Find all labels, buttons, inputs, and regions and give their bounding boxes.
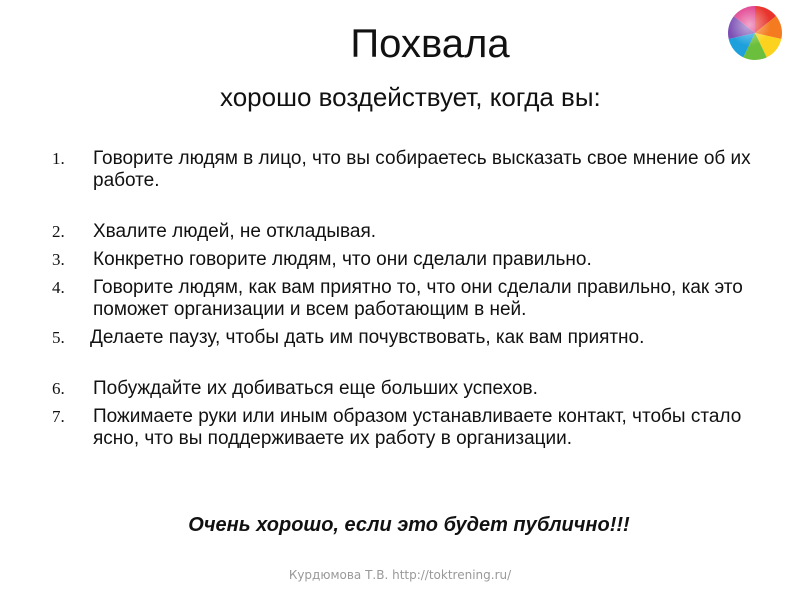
slide-subtitle: хорошо воздействует, когда вы: [220, 82, 601, 112]
list-item-number: 4. [52, 278, 65, 297]
list-item [52, 221, 752, 243]
list-item-text: Конкретно говорите людям, что они сделали правильно. [93, 249, 592, 270]
list-item [52, 148, 752, 192]
list-item-number: 2. [52, 222, 65, 241]
list-item-number: 6. [52, 379, 65, 398]
list-item-text: Пожимаете руки или иным образом устанавливаете контакт, чтобы стало ясно, что вы поддерживаете их работу в организации. [93, 406, 742, 449]
list-item-number: 5. [52, 328, 65, 347]
list-item-text: Побуждайте их добиваться еще больших успехов. [93, 378, 538, 399]
list-item [52, 327, 752, 349]
list-item-number: 7. [52, 407, 65, 426]
list-item-text: Хвалите людей, не откладывая. [93, 221, 377, 242]
list-item [52, 378, 752, 400]
list-item [52, 277, 752, 321]
list-item [52, 406, 752, 450]
praise-list [52, 148, 752, 450]
slide-footer: Курдюмова Т.В. http://toktrening.ru/ [288, 568, 512, 582]
slide-title: Похвала [350, 22, 510, 66]
list-item-text: Говорите людям в лицо, что вы собираетесь высказать свое мнение об их работе. [93, 148, 751, 191]
list-item-text: Делаете паузу, чтобы дать им почувствовать, как вам приятно. [90, 327, 645, 348]
emphasis-note: Очень хорошо, если это будет публично!!! [188, 514, 630, 536]
list-item-text: Говорите людям, как вам приятно то, что они сделали правильно, как это поможет организации и всем работающим в ней. [93, 277, 743, 320]
list-item [52, 249, 752, 271]
list-item-number: 1. [52, 149, 65, 168]
list-item-number: 3. [52, 250, 65, 269]
